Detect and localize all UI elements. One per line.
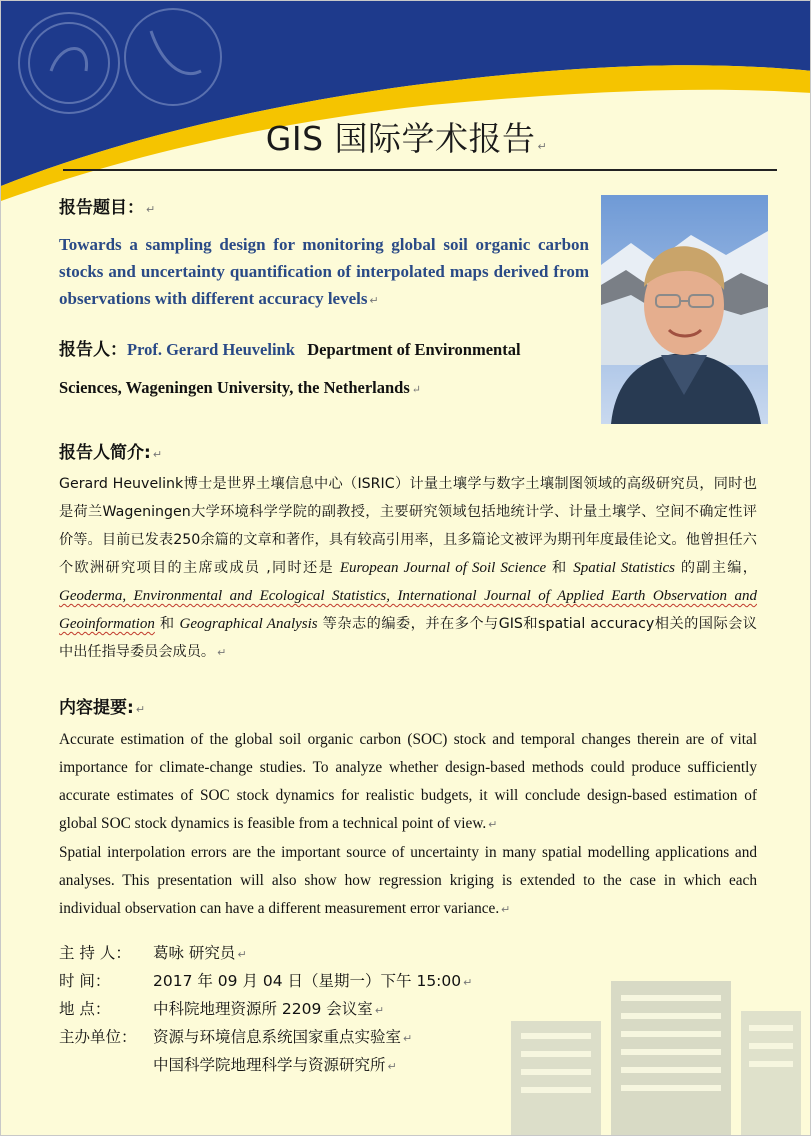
- journal-geographical-analysis: Geographical Analysis: [179, 616, 318, 632]
- info-place: 地 点： 中科院地理资源所 2209 会议室 ↵: [59, 1000, 385, 1018]
- speaker-portrait: [601, 195, 768, 424]
- speaker-line: [59, 335, 599, 360]
- info-host: 主 持 人： 葛咏 研究员 ↵: [59, 944, 247, 962]
- speaker-affiliation-1: Department of Environmental: [307, 340, 521, 359]
- topic-text: Towards a sampling design for monitoring global soil organic carbon stocks and uncertainty quantification of interpolated maps derived from observations with different accuracy levels ↵: [59, 235, 589, 308]
- speaker-name: Prof. Gerard Heuvelink: [127, 340, 295, 359]
- info-time: 时 间： 2017 年 09 月 04 日（星期一）下午 15:00 ↵: [59, 972, 473, 990]
- bio-heading: 报告人简介: ↵: [59, 443, 163, 463]
- page-title: GIS 国际学术报告 ↵: [265, 119, 548, 158]
- building-watermark: [501, 961, 811, 1136]
- abstract-heading: 内容提要: ↵: [59, 698, 146, 718]
- info-organizer-2: 中国科学院地理科学与资源研究所 ↵: [153, 1056, 397, 1074]
- bio-text: Gerard Heuvelink博士是世界土壤信息中心（ISRIC）计量土壤学与数字土壤制图领域的高级研究员，同时也是荷兰Wageningen大学环境科学学院的副教授，主要研究领域包括地统计学、计量土壤学、空间不确定性评价等。目前已发表250余篇的文章和著作，具有较高引用率，且多篇论文被评为期刊年度最佳论文。他曾担任六个欧洲研究项目的主席或成员 ,同时还是 European Journal of Soil Science 和 Spatial Statistics 的副主编，Geoderma, Environmental and Ecological Statistics, International Journal of Applied Earth Observation and Geoinformation 和 Geographical Analysis 等杂志的编委，并在多个与GIS和spatial accuracy相关的国际会议中出任指导委员会成员。 ↵: [59, 476, 757, 660]
- abstract-paragraph-2: Spatial interpolation errors are the important source of uncertainty in many spatial modelling applications and analyses. This presentation will also show how regression kriging is extended to the case in which each individual observation can have a different measurement error variance. ↵: [59, 844, 757, 917]
- info-organizer: 主办单位： 资源与环境信息系统国家重点实验室 ↵: [59, 1028, 413, 1046]
- abstract-paragraph-1: Accurate estimation of the global soil organic carbon (SOC) stock and temporal changes therein are of vital importance for climate-change studies. To analyze whether design-based methods could produce sufficiently accurate estimates of SOC stock dynamics for realistic budgets, it will conclude design-based estimation of global SOC stock dynamics is feasible from a technical point of view. ↵: [59, 731, 757, 832]
- speaker-affiliation-2: Sciences, Wageningen University, the Netherlands ↵: [59, 378, 421, 397]
- journal-spatial-statistics: Spatial Statistics: [573, 560, 675, 576]
- journal-list: Geoderma, Environmental and Ecological Statistics, International Journal of Applied Earth Observation and Geoinformation: [59, 588, 757, 632]
- journal-ejss: European Journal of Soil Science: [339, 560, 547, 576]
- header-banner: [1, 1, 811, 201]
- title-divider: [63, 169, 777, 171]
- abstract-text: [59, 726, 757, 924]
- topic-heading: 报告题目： ↵: [59, 198, 156, 218]
- speaker-heading: 报告人：: [59, 340, 127, 360]
